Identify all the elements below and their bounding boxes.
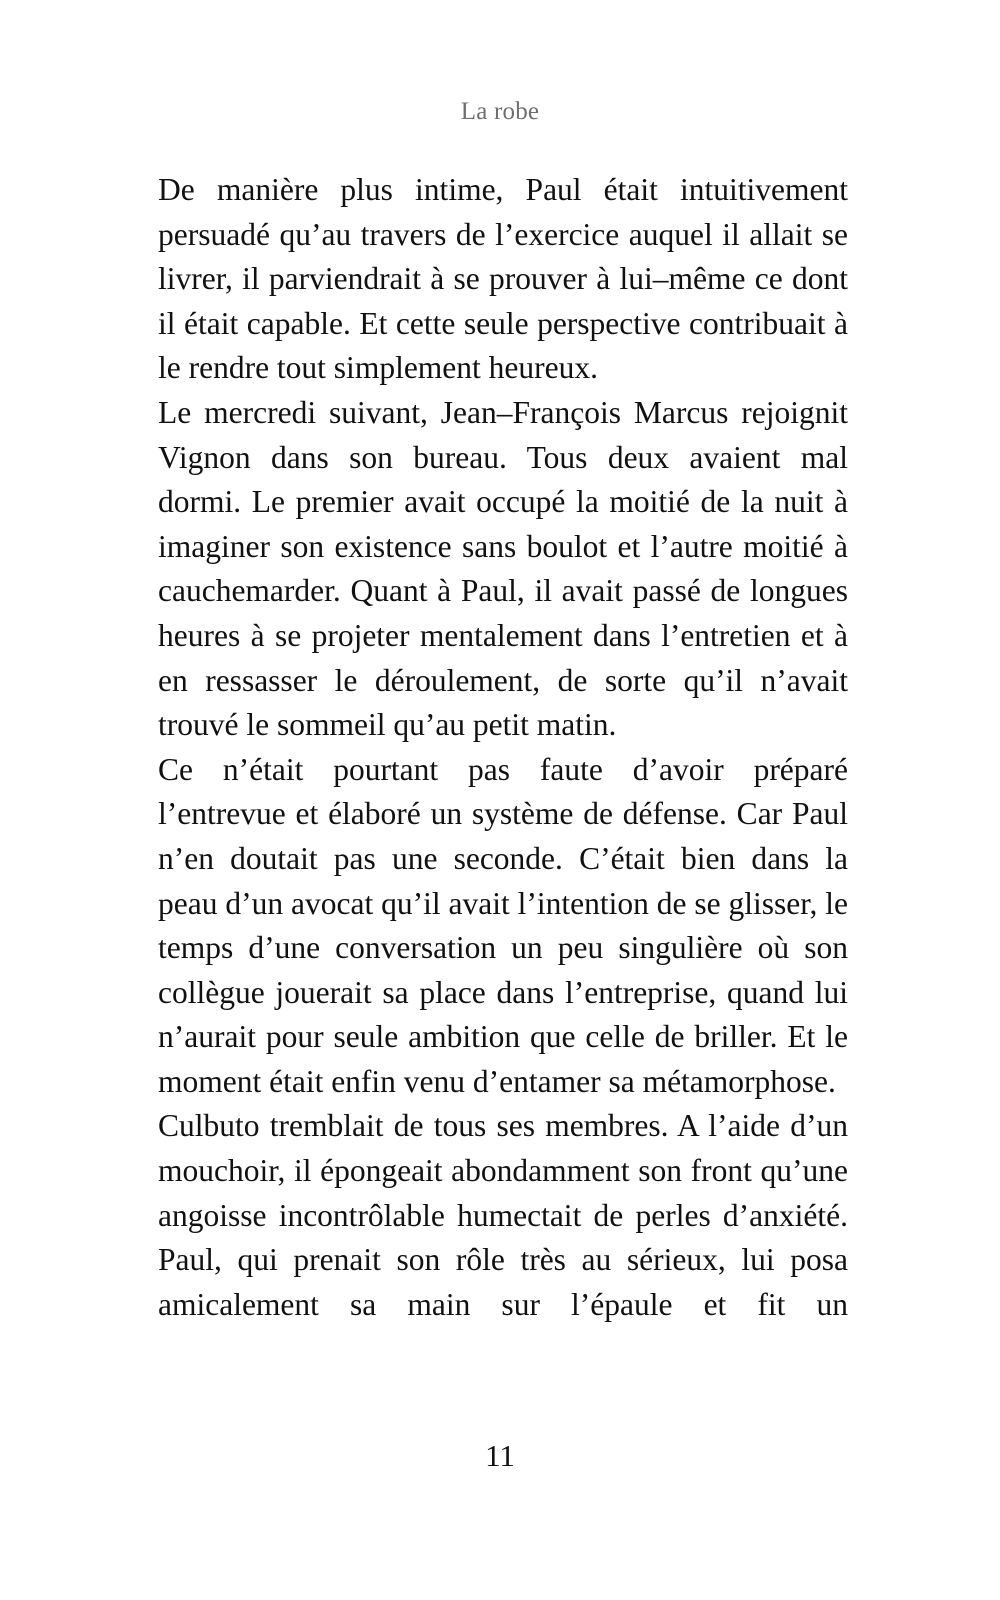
paragraph-2: Le mercredi suivant, Jean–François Marcus rejoignit Vignon dans son bureau. Tous deux avaient mal dormi. Le premier avait occupé la moitié de la nuit à imaginer son existence sans boulot et l’autre moitié à cauchemarder. Quant à Paul, il avait passé de longues heures à se projeter mentalement dans l’entretien et à en ressasser le déroulement, de sorte qu’il n’avait trouvé le sommeil qu’au petit matin. bbox=[158, 394, 848, 743]
running-header-title: La robe bbox=[460, 98, 540, 125]
paragraph-4: Culbuto tremblait de tous ses membres. A l’aide d’un mouchoir, il épongeait abondamment son front qu’une angoisse incontrôlable humectait de perles d’anxiété. Paul, qui prenait son rôle très au sérieux, lui posa amicalement sa main sur l’épaule et fit un bbox=[158, 1108, 848, 1322]
body-text bbox=[158, 168, 848, 1327]
paragraph-3: Ce n’était pourtant pas faute d’avoir préparé l’entrevue et élaboré un système de défense. Car Paul n’en doutait pas une seconde. C’était bien dans la peau d’un avocat qu’il avait l’intention de se glisser, le temps d’une conversation un peu singulière où son collègue jouerait sa place dans l’entreprise, quand lui n’aurait pour seule ambition que celle de briller. Et le moment était enfin venu d’entamer sa métamorphose. bbox=[158, 751, 848, 1099]
paragraph-1: De manière plus intime, Paul était intuitivement persuadé qu’au travers de l’exercice auquel il allait se livrer, il parviendrait à se prouver à lui–même ce dont il était capable. Et cette seule perspective contribuait à le rendre tout simplement heureux. bbox=[158, 172, 848, 386]
page-number: 11 bbox=[485, 1438, 515, 1473]
